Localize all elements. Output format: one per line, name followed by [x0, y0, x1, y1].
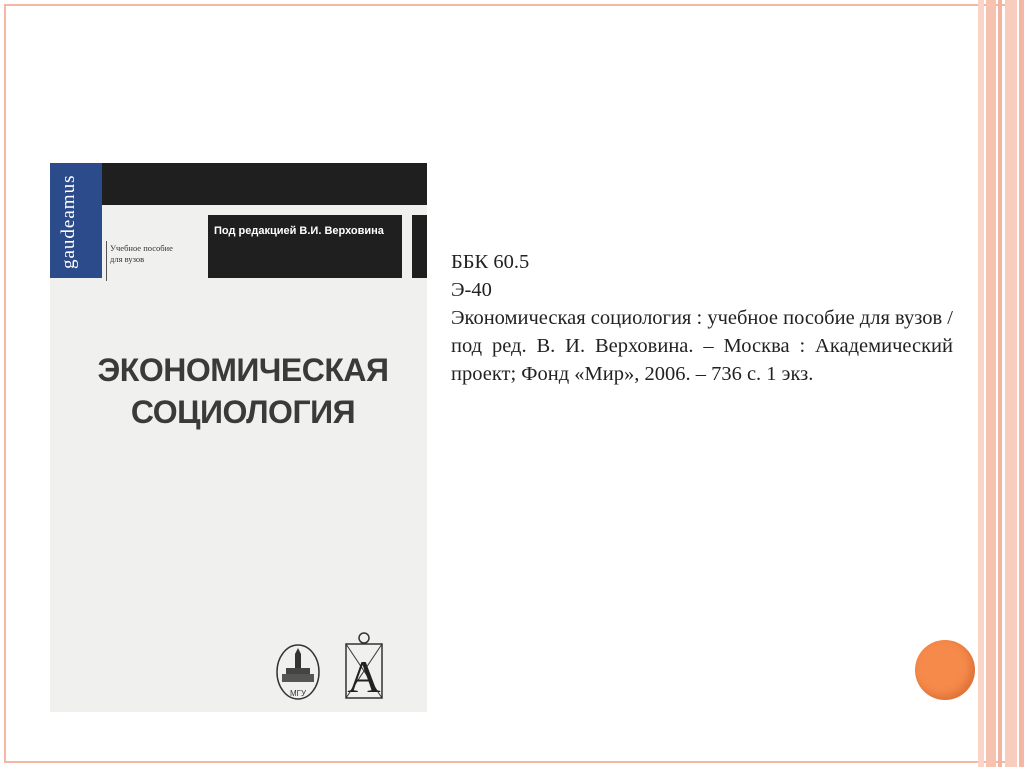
cover-band-mark	[412, 229, 427, 241]
academic-logo-letter: А	[347, 651, 381, 702]
cover-band-mark	[412, 215, 427, 225]
decor-stripe	[986, 0, 996, 767]
cover-top-band	[102, 163, 427, 205]
cover-study-line2: для вузов	[110, 254, 145, 264]
msu-logo-icon	[274, 644, 322, 704]
bibliographic-description: Экономическая социология : учебное пособие для вузов / под ред. В. И. Верховина. – Москва : Академический проект; Фонд «Мир», 2006. – 736 с. 1 экз.	[451, 307, 953, 385]
author-sign: Э-40	[451, 279, 492, 301]
decor-stripe	[1019, 0, 1024, 767]
decor-stripe	[1005, 0, 1017, 767]
msu-logo-text: МГУ	[289, 689, 307, 698]
book-cover-image	[50, 163, 427, 712]
cover-series-label: gaudeamus	[58, 174, 79, 270]
cover-editor-text: Под редакцией В.И. Верховина	[210, 220, 404, 242]
bibliographic-record	[451, 248, 953, 388]
decor-stripe	[998, 0, 1002, 767]
cover-title-line2: СОЦИОЛОГИЯ	[130, 394, 356, 430]
bbk-code: ББК 60.5	[451, 251, 530, 273]
cover-study-label	[110, 243, 210, 275]
cover-title	[68, 349, 418, 433]
cover-title-line1: ЭКОНОМИЧЕСКАЯ	[97, 352, 389, 388]
cover-band-gap	[402, 215, 412, 278]
decor-stripe	[978, 0, 984, 767]
academic-project-logo-icon	[340, 630, 388, 702]
cover-study-line1: Учебное пособие	[110, 243, 173, 253]
cover-rule	[106, 241, 107, 281]
decor-circle	[915, 640, 975, 700]
